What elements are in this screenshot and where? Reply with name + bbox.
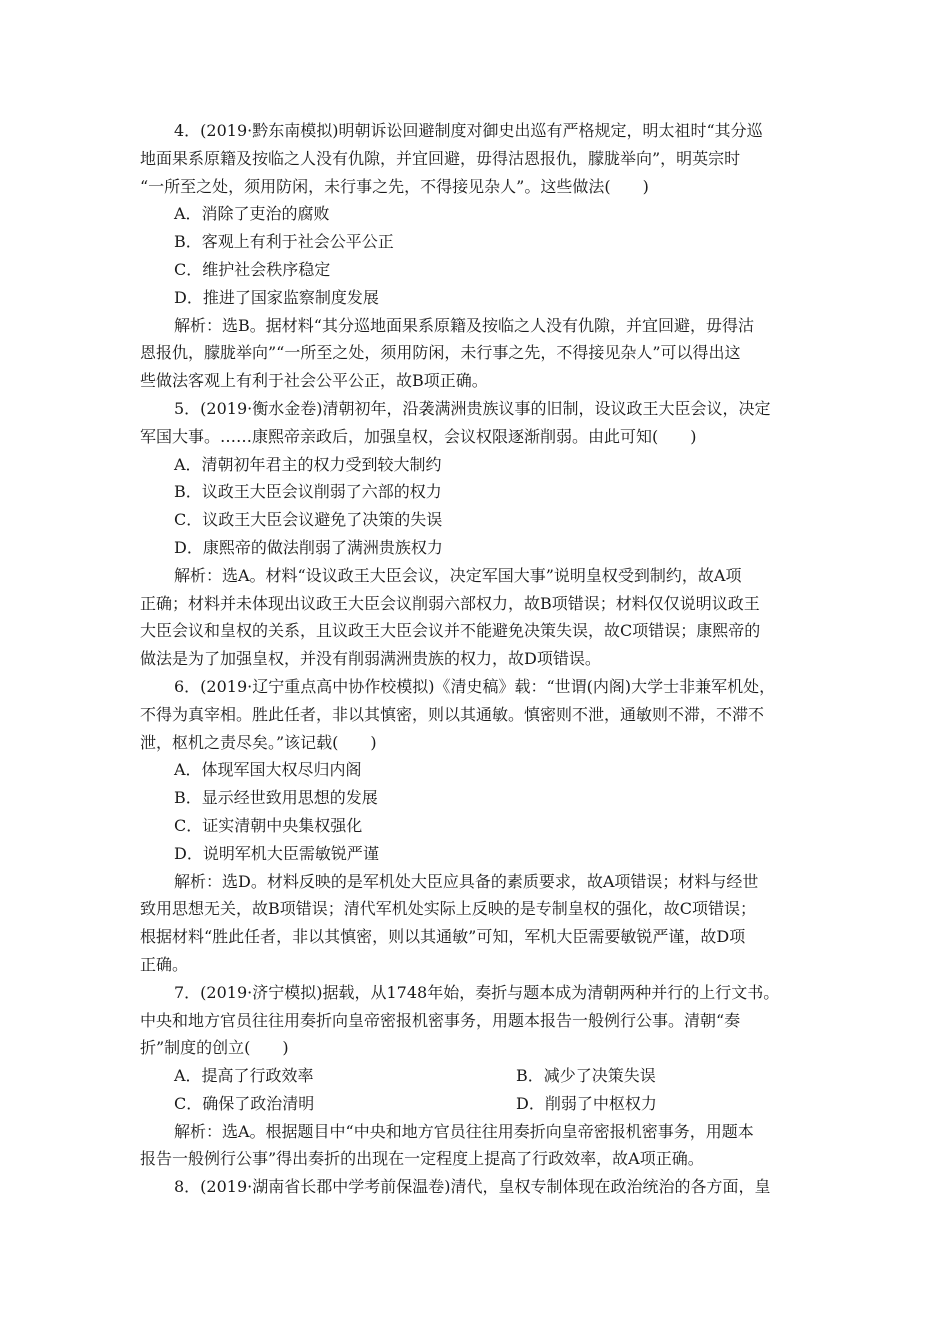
- analysis-line: 做法是为了加强皇权，并没有削弱满洲贵族的权力，故D项错误。: [140, 649, 601, 669]
- question-stem-line: 不得为真宰相。胜此任者，非以其慎密，则以其通敏。慎密则不泄，通敏则不滞，不滞不: [140, 704, 765, 724]
- question-stem-line: 5．(2019·衡水金卷)清朝初年，沿袭满洲贵族议事的旧制，设议政王大臣会议，决定: [174, 398, 771, 418]
- question-stem-line: 军国大事。……康熙帝亲政后，加强皇权，会议权限逐渐削弱。由此可知( ): [140, 426, 697, 446]
- option-d: D．说明军机大臣需敏锐严谨: [174, 843, 379, 863]
- question-stem-line: 折”制度的创立( ): [140, 1038, 289, 1058]
- question-6: [140, 673, 810, 979]
- option-d: D．削弱了中枢权力: [516, 1093, 657, 1113]
- question-stem-line: 8．(2019·湖南省长郡中学考前保温卷)清代，皇权专制体现在政治统治的各方面，皇: [174, 1177, 771, 1197]
- analysis-line: 解析：选D。材料反映的是军机处大臣应具备的素质要求，故A项错误；材料与经世: [174, 871, 759, 891]
- options-row: [140, 1090, 810, 1118]
- option-b: B．显示经世致用思想的发展: [174, 788, 378, 808]
- analysis-line: 解析：选A。根据题目中“中央和地方官员往往用奏折向皇帝密报机密事务，用题本: [174, 1121, 754, 1141]
- option-c: C．维护社会秩序稳定: [174, 259, 331, 279]
- question-stem-line: “一所至之处，须用防闲，未行事之先，不得接见杂人”。这些做法( ): [140, 176, 649, 196]
- option-c: C．议政王大臣会议避免了决策的失误: [174, 510, 443, 530]
- document-body: [140, 117, 810, 1201]
- question-stem-line: 地面果系原籍及按临之人没有仇隙，并宜回避，毋得沽恩报仇，朦胧举向”，明英宗时: [140, 148, 741, 168]
- analysis-line: 正确；材料并未体现出议政王大臣会议削弱六部权力，故B项错误；材料仅仅说明议政王: [140, 593, 760, 613]
- question-stem-line: 中央和地方官员往往用奏折向皇帝密报机密事务，用题本报告一般例行公事。清朝“奏: [140, 1010, 741, 1030]
- question-8: [140, 1173, 810, 1201]
- analysis-line: 致用思想无关，故B项错误；清代军机处实际上反映的是专制皇权的强化，故C项错误；: [140, 899, 757, 919]
- option-a: A．提高了行政效率: [174, 1066, 314, 1086]
- question-stem-line: 4．(2019·黔东南模拟)明朝诉讼回避制度对御史出巡有严格规定，明太祖时“其分巡: [174, 121, 763, 140]
- option-b: B．议政王大臣会议削弱了六部的权力: [174, 482, 442, 502]
- option-b: B．客观上有利于社会公平公正: [174, 232, 394, 252]
- analysis-line: 恩报仇，朦胧举向”“一所至之处，须用防闲，未行事之先，不得接见杂人”可以得出这: [140, 343, 741, 363]
- analysis-line: 根据材料“胜此任者，非以其慎密，则以其通敏”可知，军机大臣需要敏锐严谨，故D项: [140, 927, 746, 947]
- option-b: B．减少了决策失误: [516, 1066, 656, 1086]
- option-d: D．康熙帝的做法削弱了满洲贵族权力: [174, 537, 443, 557]
- question-stem-line: 泄，枢机之责尽矣。”该记载( ): [140, 732, 377, 752]
- option-d: D．推进了国家监察制度发展: [174, 287, 379, 307]
- analysis-line: 正确。: [140, 954, 189, 974]
- option-a: A．消除了吏治的腐败: [174, 204, 330, 224]
- options-row: [140, 1062, 810, 1090]
- question-7: [140, 979, 810, 1174]
- analysis-line: 解析：选B。据材料“其分巡地面果系原籍及按临之人没有仇隙，并宜回避，毋得沽: [174, 315, 754, 335]
- question-4: [140, 117, 810, 395]
- option-c: C．确保了政治清明: [174, 1093, 315, 1113]
- question-stem-line: 7．(2019·济宁模拟)据载，从1748年始，奏折与题本成为清朝两种并行的上行文书。: [174, 982, 780, 1002]
- question-stem-line: 6．(2019·辽宁重点高中协作校模拟)《清史稿》载：“世谓(内阁)大学士非兼军机处，: [174, 676, 776, 696]
- option-a: A．体现军国大权尽归内阁: [174, 760, 362, 780]
- option-a: A．清朝初年君主的权力受到较大制约: [174, 454, 442, 474]
- analysis-line: 解析：选A。材料“设议政王大臣会议，决定军国大事”说明皇权受到制约，故A项: [174, 565, 742, 585]
- analysis-line: 报告一般例行公事”得出奏折的出现在一定程度上提高了行政效率，故A项正确。: [140, 1149, 704, 1169]
- question-5: [140, 395, 810, 673]
- option-c: C．证实清朝中央集权强化: [174, 815, 363, 835]
- analysis-line: 大臣会议和皇权的关系，且议政王大臣会议并不能避免决策失误，故C项错误；康熙帝的: [140, 621, 761, 641]
- analysis-line: 些做法客观上有利于社会公平公正，故B项正确。: [140, 371, 488, 391]
